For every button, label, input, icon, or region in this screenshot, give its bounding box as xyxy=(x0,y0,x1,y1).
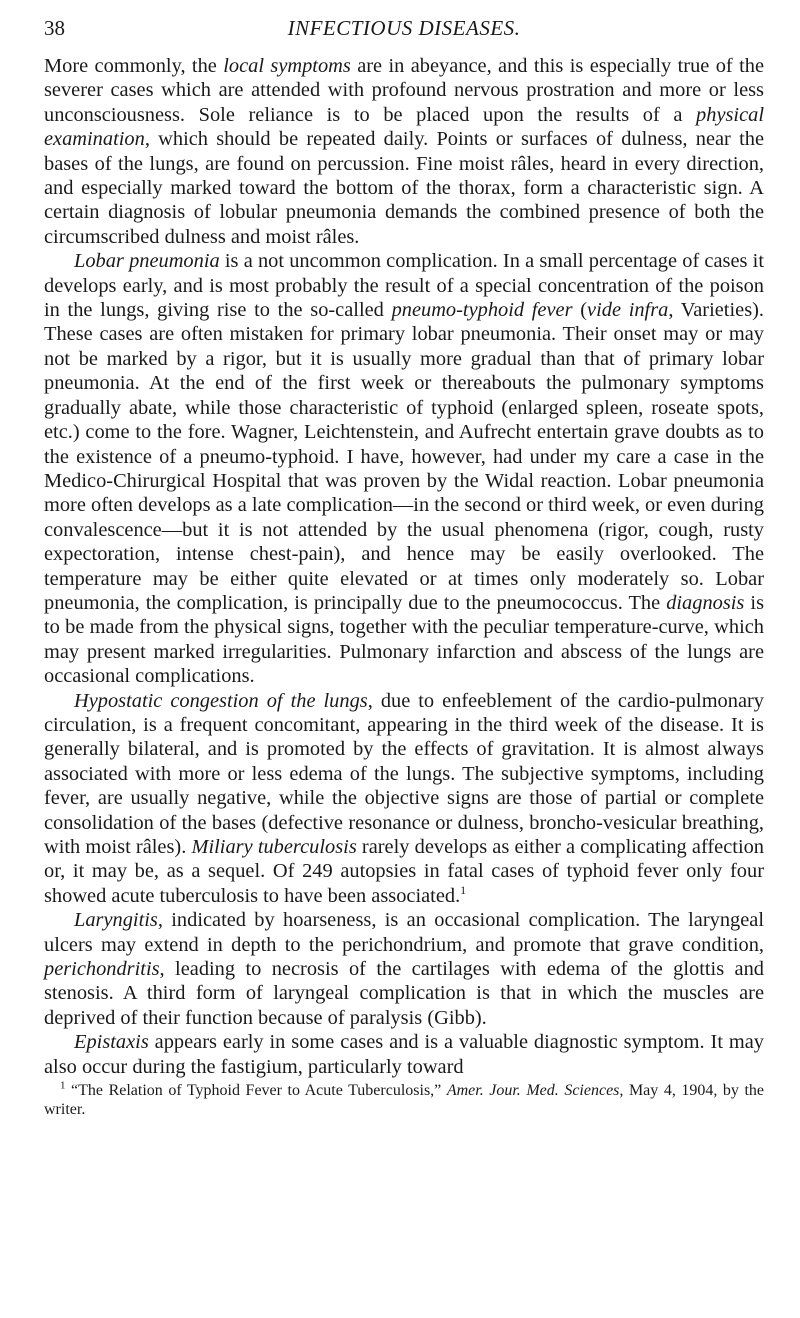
paragraph-laryngitis xyxy=(44,908,764,1030)
paragraph-epistaxis xyxy=(44,1030,764,1079)
text-span: ( xyxy=(572,299,588,322)
text-span: , leading to necrosis of the cartilages with edema of the glottis and stenosis. A third form of laryngeal complication is that in which the muscles are deprived of their function because of paralysis (Gibb). xyxy=(44,958,764,1029)
text-span: is a not uncommon complication. In a small percentage of cases it develops early, and is most probably the result of a special concentration of the poison in the lungs, giving rise to the so-called xyxy=(44,250,764,322)
text-span: , due to enfeeblement of the cardio-pulmonary circulation, is a frequent concomitant, appearing in the third week of the disease. It is generally bilateral, and is promoted by the effects of gravitation. It is almost always associated with more or less edema of the lungs. The subjective symptoms, including fever, are usually negative, while the objective signs are those of partial or complete consolidation of the bases (defective resonance or dulness, broncho-vesicular breathing, with moist râles). xyxy=(44,689,764,858)
text-span: , which should be repeated daily. Points or surfaces of dulness, near the bases of the lungs, are found on percussion. Fine moist râles, heard in every direction, and especially marked toward the bottom of the thorax, form a characteristic sign. A certain diagnosis of lobular pneumonia demands the combined presence of both the circumscribed dulness and moist râles. xyxy=(44,128,764,248)
text-span: appears early in some cases and is a valuable diagnostic symptom. It may also occur during the fastigium, particularly toward xyxy=(44,1031,764,1078)
italic-term: Miliary tuberculosis xyxy=(191,836,357,858)
italic-term: Lobar pneumonia xyxy=(74,250,220,273)
italic-term: physical examination xyxy=(44,103,764,151)
italic-term: diagnosis xyxy=(666,591,745,614)
text-span: , Varieties). These cases are often mistaken for primary lobar pneumonia. Their onset may or may not be marked by a rigor, but it is usually more gradual than that of primary lobar pneumonia. At the end of the first week or thereabouts the pulmonary symptoms gradually abate, while those characteristic of typhoid (enlarged spleen, roseate spots, etc.) come to the fore. Wagner, Leichtenstein, and Aufrecht entertain grave doubts as to the existence of a pneumo-typhoid. I have, however, had under my care a case in the Medico-Chirurgical Hospital that was proven by the Widal reaction. Lobar pneumonia more often develops as a late complication—in the second or third week, or even during convalescence—but it is not attended by the usual phenomena (rigor, cough, rusty expectoration, intense chest-pain), and hence may be easily overlooked. The temperature may be either quite elevated or at times only moderately so. Lobar pneumonia, the complication, is principally due to the pneumococcus. The xyxy=(44,299,765,614)
paragraph-lobar-pneumonia xyxy=(44,249,764,688)
footnote xyxy=(44,1081,764,1119)
italic-term: vide infra xyxy=(587,299,669,322)
text-span: rarely develops as either a complicating affection or, it may be, as a sequel. Of 249 autopsies in fatal cases of typhoid fever only four showed acute tuberculosis to have been associated. xyxy=(44,836,764,907)
text-span: More commonly, the xyxy=(44,55,224,77)
text-span: is to be made from the physical signs, together with the peculiar temperature-curve, which may present marked irregularities. Pulmonary infarction and abscess of the lungs are occasional complications. xyxy=(44,591,765,688)
paragraph-local-symptoms xyxy=(44,54,764,249)
footnote-reference[interactable]: 1 xyxy=(460,883,467,898)
italic-term: local symptoms xyxy=(223,55,351,77)
body-text xyxy=(44,54,764,1079)
paragraph-hypostatic-congestion xyxy=(44,689,764,909)
page-number: 38 xyxy=(44,16,65,40)
running-title: INFECTIOUS DISEASES. xyxy=(287,16,521,40)
italic-term: Epistaxis xyxy=(74,1031,149,1054)
text-span: May 4, 1904, by the writer. xyxy=(44,1082,765,1119)
book-page xyxy=(44,14,764,1119)
italic-term: perichondritis xyxy=(44,958,160,981)
running-head xyxy=(44,14,764,54)
footnote-mark: 1 xyxy=(60,1079,66,1092)
text-span: are in abeyance, and this is especially true of the severer cases which are attended with profound nervous prostration and more or less unconsciousness. Sole reliance is to be placed upon the results of a xyxy=(44,55,764,126)
text-span: “The Relation of Typhoid Fever to Acute Tuberculosis,” xyxy=(65,1082,447,1100)
footnote-text xyxy=(44,1081,764,1119)
italic-term: Laryngitis xyxy=(74,909,158,932)
italic-term: pneumo-typhoid fever xyxy=(391,299,573,322)
italic-term: Hypostatic congestion of the lungs xyxy=(74,689,368,712)
journal-title: Amer. Jour. Med. Sciences, xyxy=(446,1082,624,1100)
text-span: , indicated by hoarseness, is an occasional complication. The laryngeal ulcers may extend in depth to the perichondrium, and promote that grave condition, xyxy=(44,909,764,956)
